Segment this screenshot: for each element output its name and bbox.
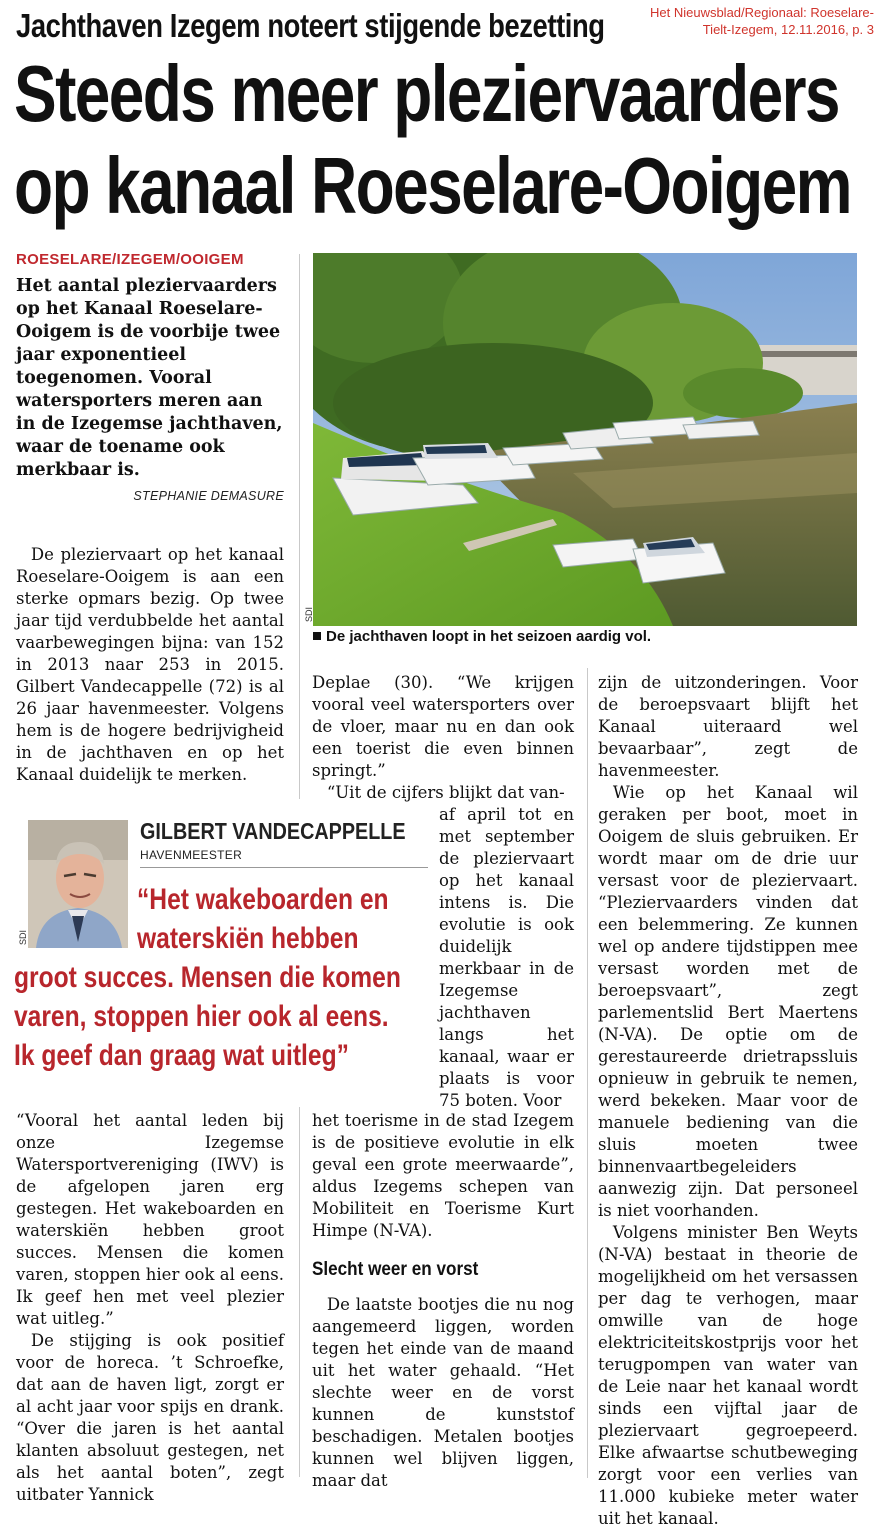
body-column-2-top [312, 672, 574, 804]
pull-quote-line: “Het wakeboarden en [137, 883, 389, 916]
body-paragraph: Deplae (30). “We krijgen vooral veel watersporters over de vloer, maar nu en dan ook een toerist die even binnen springt.” [312, 673, 574, 780]
body-paragraph: De laatste bootjes die nu nog aangemeerd liggen, worden tegen het einde van de maand uit het water gehaald. “Het slechte weer en de vorst kunnen de kunststof beschadigen. Metalen bootjes kunnen wel blijven liggen, maar dat [312, 1295, 574, 1490]
pull-quote-line: waterskiën hebben [137, 922, 359, 955]
pull-quote-line: varen, stoppen hier ook al eens. [14, 1000, 389, 1033]
photo-caption [313, 628, 857, 645]
quote-person-name: GILBERT VANDECAPPELLE [140, 818, 406, 844]
column-divider [299, 254, 300, 799]
body-paragraph: zijn de uitzonderingen. Voor de beroepsvaart blijft het Kanaal uiteraard wel bevaarbaar”, zegt de havenmeester. [598, 673, 858, 780]
quote-role-rule [140, 867, 428, 868]
body-column-2-narrow [439, 804, 574, 1112]
body-paragraph: De stijging is ook positief voor de horeca. ’t Schroefke, dat aan de haven ligt, zorgt er al acht jaar voor spijs en drank. “Over die jaren is het aantal klanten absoluut gestegen, net als het aantal boten”, zegt uitbater Yannick [16, 1331, 284, 1504]
intro-paragraph: Het aantal pleziervaarders op het Kanaal Roeselare-Ooigem is de voorbije twee jaar exponentieel toegenomen. Vooral watersporters meren aan in de Izegemse jachthaven, waar de toename ook merkbaar is. [16, 276, 283, 480]
body-column-1-bottom [16, 1110, 284, 1506]
headline [14, 48, 851, 232]
column-divider [587, 668, 588, 1478]
author-byline: STEPHANIE DEMASURE [133, 489, 284, 503]
body-column-1-top [16, 544, 284, 786]
column-divider [299, 1107, 300, 1477]
pull-quote-line: Ik geef dan graag wat uitleg” [14, 1039, 349, 1072]
kicker: Jachthaven Izegem noteert stijgende bezetting [16, 7, 605, 44]
location-tag: ROESELARE/IZEGEM/OOIGEM [16, 251, 244, 268]
portrait-credit: SDI [18, 929, 28, 945]
photo-credit: SDI [304, 606, 314, 622]
headline-line-1: Steeds meer pleziervaarders [14, 49, 839, 138]
body-paragraph: De pleziervaart op het kanaal Roeselare-Ooigem is aan een sterke opmars bezig. Op twee jaar tijd verdubbelde het aantal vaarbewegingen bijna: van 152 in 2013 naar 253 in 2015. Gilbert Vandecappelle (72) is al 26 jaar havenmeester. Volgens hem is de hogere bedrijvigheid in de jachthaven en op het Kanaal duidelijk te merken. [16, 545, 284, 784]
harbor-photo [313, 253, 857, 626]
body-paragraph: “Uit de cijfers blijkt dat van- [326, 783, 565, 802]
pull-quote-line: groot succes. Mensen die komen [14, 961, 401, 994]
body-column-2-bottom [312, 1110, 574, 1492]
pull-quote [14, 880, 440, 1075]
body-paragraph: Wie op het Kanaal wil geraken per boot, moet in Ooigem de sluis gebruiken. Er wordt maar om de drie uur versast voor de pleziervaart. “Pleziervaarders vinden dat een belemmering. Ze kunnen wel op andere tijdstippen mee versast worden met de beroepsvaart”, zegt parlementslid Bert Maertens (N-VA). De optie om de gerestaureerde drietrapssluis opnieuw in gebruik te nemen, werd bekeken. Maar voor de manuele bediening van die sluis moeten twee binnenvaartbegeleiders aanwezig zijn. Dat personeel is niet voorhanden. [598, 783, 858, 1220]
body-paragraph: af april tot en met september de pleziervaart op het kanaal intens is. Die evolutie is ook duidelijk merkbaar in de Izegemse jachthaven langs het kanaal, waar er plaats is voor 75 boten. Voor [439, 805, 574, 1110]
body-paragraph: het toerisme in de stad Izegem is de positieve evolutie in elk geval een grote meerwaarde”, aldus Izegems schepen van Mobiliteit en Toerisme Kurt Himpe (N-VA). [312, 1111, 574, 1240]
body-paragraph: “Vooral het aantal leden bij onze Izegemse Watersportvereniging (IWV) is de afgelopen jaren erg gestegen. Het wakeboarden en waterskiën hebben groot succes. Mensen die komen varen, stoppen hier ook al eens. Ik geef hen met veel plezier wat uitleg.” [16, 1111, 284, 1328]
body-paragraph: Volgens minister Ben Weyts (N-VA) bestaat in theorie de mogelijkheid om het versassen per dag te verhogen, maar omwille van de hoge elektriciteitskostprijs voor het terugpompen van water van de Leie naar het kanaal wordt sinds een vijftal jaar de pleziervaart gegroepeerd. Elke afwaartse schutbeweging zorgt voor een verlies van 11.000 kubieke meter water uit het kanaal. [598, 1223, 858, 1528]
subheading: Slecht weer en vorst [312, 1259, 479, 1280]
headline-line-2: op kanaal Roeselare-Ooigem [14, 141, 851, 230]
harbor-photo-image [313, 253, 857, 626]
photo-caption-text: De jachthaven loopt in het seizoen aardig vol. [326, 628, 652, 645]
source-citation: Het Nieuwsblad/Regionaal: Roeselare- Tielt-Izegem, 12.11.2016, p. 3 [649, 5, 874, 37]
caption-bullet-icon [313, 632, 321, 640]
body-column-3 [598, 672, 858, 1530]
quote-person-role: HAVENMEESTER [140, 848, 243, 862]
